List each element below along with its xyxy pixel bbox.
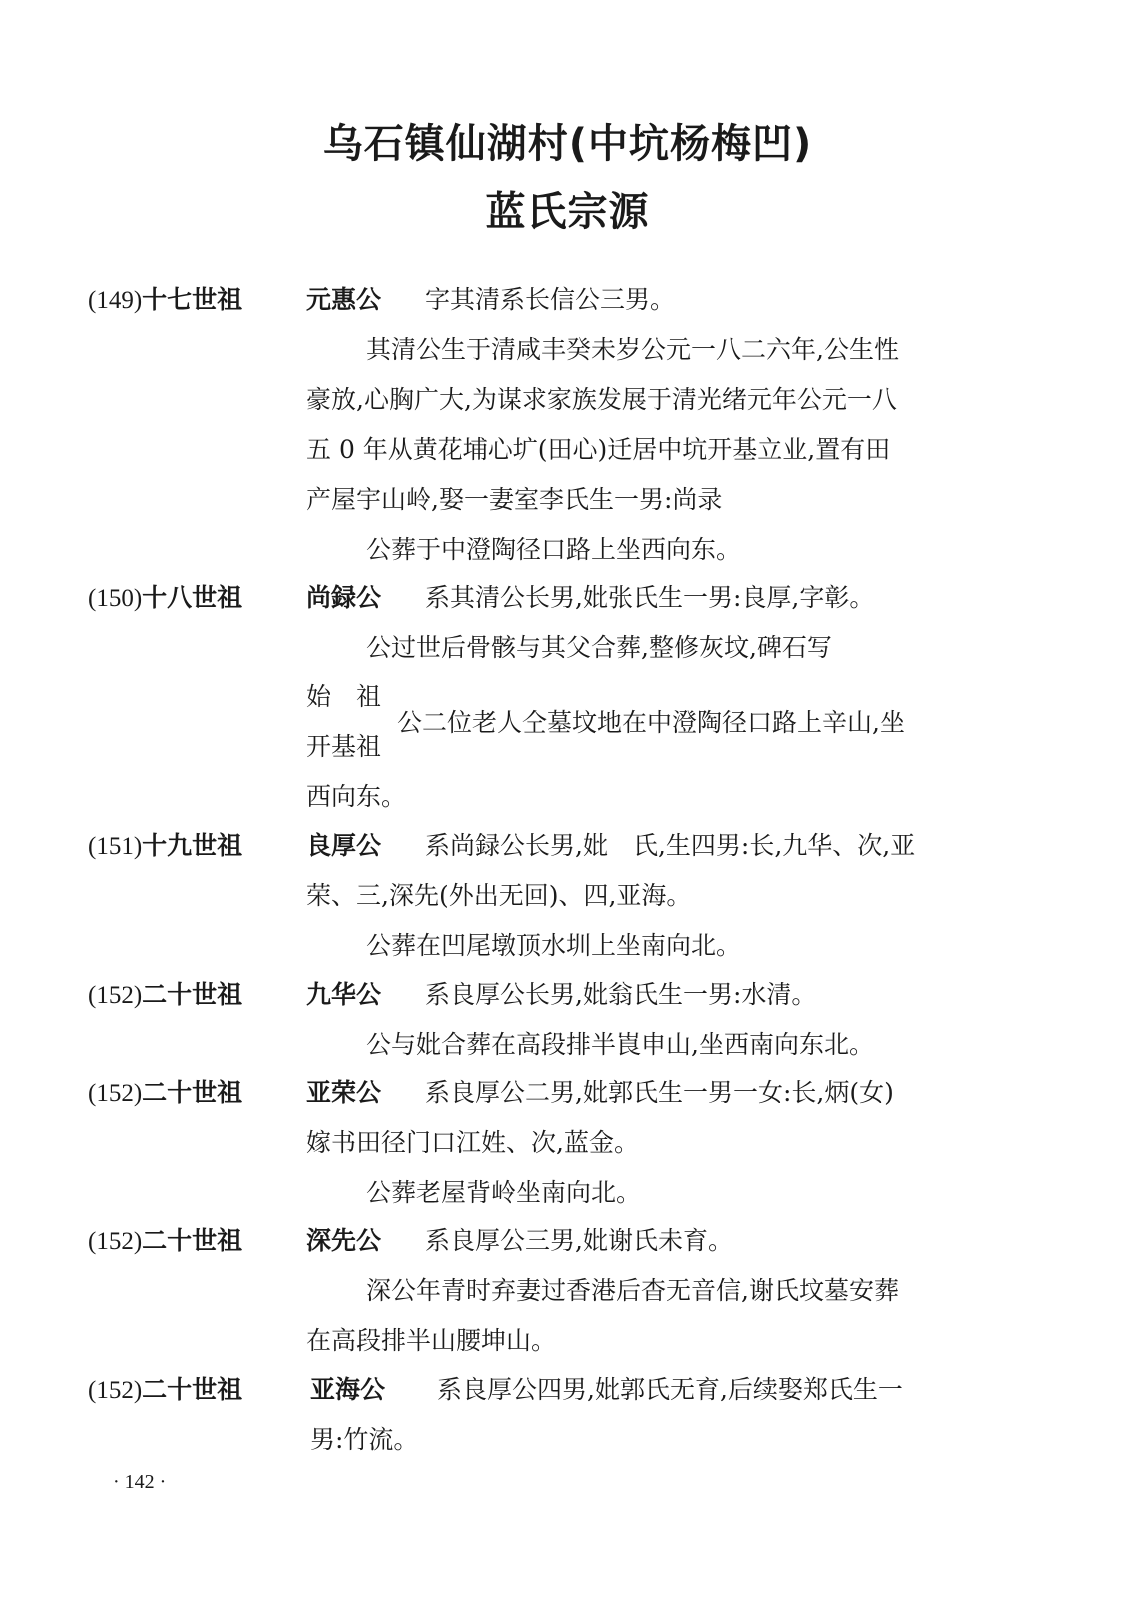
entry-text-line: 公与妣合葬在高段排半崀申山,坐西南向东北。	[366, 1030, 874, 1059]
entry-text-line: 在高段排半山腰坤山。	[306, 1326, 557, 1355]
entry-first-line: 系尚録公长男,妣 氏,生四男:长,九华、次,亚	[425, 831, 916, 860]
entry-name: 亚海公	[310, 1375, 386, 1404]
entry-first-line: 系良厚公长男,妣翁氏生一男:水清。	[425, 980, 817, 1009]
entry-number: (152)	[88, 1080, 143, 1107]
entry-heading	[88, 581, 242, 616]
entry-text-line: 嫁书田径门口江姓、次,蓝金。	[306, 1128, 639, 1157]
entry-text-line: 西向东。	[306, 782, 407, 811]
entry-text-line: 公葬在凹尾墩顶水圳上坐南向北。	[366, 931, 742, 960]
page-subtitle: 蓝氏宗源	[485, 189, 650, 235]
entry-number: (152)	[88, 982, 143, 1009]
entry-name: 九华公	[306, 980, 382, 1009]
entry-text-line: 男:竹流。	[310, 1425, 419, 1454]
entry-heading	[88, 978, 242, 1013]
entry-first-line: 系良厚公二男,妣郭氏生一男一女:长,炳(女)	[425, 1078, 894, 1107]
entry-text-line: 始 祖	[306, 682, 382, 711]
entry-number: (149)	[88, 287, 143, 314]
entry-name: 元惠公	[306, 285, 382, 314]
entry-name: 尚録公	[306, 583, 382, 612]
entry-heading	[88, 829, 242, 864]
entry-text-line: 公葬于中澄陶径口路上坐西向东。	[366, 535, 742, 564]
entry-number: (151)	[88, 833, 143, 860]
entry-generation: 十九世祖	[142, 831, 243, 860]
entry-name: 良厚公	[306, 831, 382, 860]
entry-heading	[88, 1373, 242, 1408]
entry-first-line: 字其清系长信公三男。	[425, 285, 676, 314]
entry-number: (152)	[88, 1228, 143, 1255]
entry-text-line: 五 0 年从黄花埔心圹(田心)迁居中坑开基立业,置有田	[306, 435, 891, 464]
entry-generation: 二十世祖	[142, 1226, 243, 1255]
entry-first-line: 系良厚公四男,妣郭氏无育,后续娶郑氏生一	[437, 1375, 903, 1404]
entry-number: (150)	[88, 585, 143, 612]
entry-text-line: 开基祖	[306, 732, 382, 761]
entry-number: (152)	[88, 1377, 143, 1404]
entry-generation: 二十世祖	[142, 1375, 243, 1404]
entry-text-line: 公二位老人仝墓坟地在中澄陶径口路上辛山,坐	[397, 708, 905, 737]
entry-heading	[88, 283, 242, 318]
page-title: 乌石镇仙湖村(中坑杨梅凹)	[322, 121, 813, 167]
entry-first-line: 系其清公长男,妣张氏生一男:良厚,字彰。	[425, 583, 875, 612]
entry-first-line: 系良厚公三男,妣谢氏未育。	[425, 1226, 733, 1255]
entry-generation: 二十世祖	[142, 980, 243, 1009]
page-number: · 142 ·	[113, 1471, 167, 1493]
entry-name: 亚荣公	[306, 1078, 382, 1107]
entry-generation: 十七世祖	[142, 285, 243, 314]
entry-name: 深先公	[306, 1226, 382, 1255]
entry-text-line: 产屋宇山岭,娶一妻室李氏生一男:尚录	[306, 485, 723, 514]
entry-text-line: 公葬老屋背岭坐南向北。	[366, 1178, 642, 1207]
entry-text-line: 豪放,心胸广大,为谋求家族发展于清光绪元年公元一八	[306, 385, 897, 414]
entry-heading	[88, 1076, 242, 1111]
entry-generation: 十八世祖	[142, 583, 243, 612]
entry-text-line: 公过世后骨骸与其父合葬,整修灰坟,碑石写	[366, 633, 832, 662]
entry-text-line: 荣、三,深先(外出无回)、四,亚海。	[306, 881, 692, 910]
entry-text-line: 其清公生于清咸丰癸未岁公元一八二六年,公生性	[366, 335, 899, 364]
entry-generation: 二十世祖	[142, 1078, 243, 1107]
entry-heading	[88, 1224, 242, 1259]
entry-text-line: 深公年青时弃妻过香港后杳无音信,谢氏坟墓安葬	[366, 1276, 899, 1305]
